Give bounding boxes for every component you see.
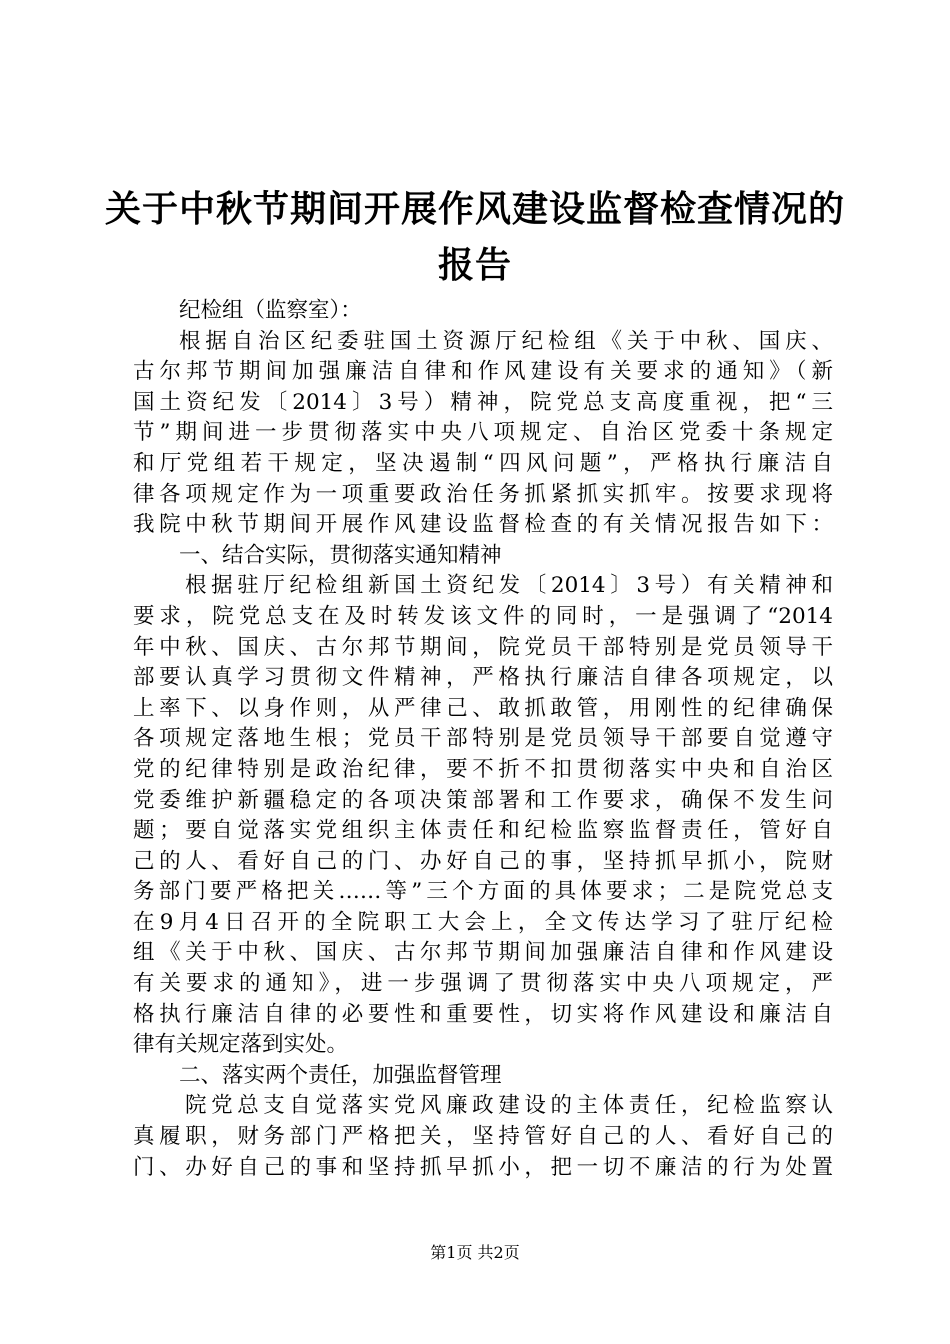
section-heading-2: 二、落实两个责任，加强监督管理: [179, 1062, 502, 1088]
paragraph-line: 国土资纪发〔2014〕3号）精神，院党总支高度重视，把“三: [133, 389, 833, 415]
paragraph-line: 题；要自觉落实党组织主体责任和纪检监察监督责任，管好自: [133, 818, 833, 844]
paragraph-line: 根据驻厅纪检组新国土资纪发〔2014〕3号）有关精神和: [185, 573, 833, 599]
document-body: [133, 296, 833, 1183]
document-title-line-1: 关于中秋节期间开展作风建设监督检查情况的: [104, 189, 845, 230]
salutation: 纪检组（监察室）：: [179, 298, 362, 323]
paragraph-line: 组《关于中秋、国庆、古尔邦节期间加强廉洁自律和作风建设: [133, 940, 833, 966]
paragraph-line: 年中秋、国庆、古尔邦节期间，院党员干部特别是党员领导干: [133, 634, 833, 660]
paragraph-line: 门、办好自己的事和坚持抓早抓小，把一切不廉洁的行为处置: [133, 1154, 833, 1180]
section-heading-1: 一、结合实际，贯彻落实通知精神: [179, 542, 502, 568]
paragraph-line: 院党总支自觉落实党风廉政建设的主体责任，纪检监察认: [185, 1093, 833, 1119]
paragraph-line: 己的人、看好自己的门、办好自己的事，坚持抓早抓小，院财: [133, 848, 833, 874]
paragraph-line: 党的纪律特别是政治纪律，要不折不扣贯彻落实中央和自治区: [133, 756, 833, 782]
page-number-footer: 第1页 共2页: [430, 1243, 520, 1262]
paragraph-line: 节”期间进一步贯彻落实中央八项规定、自治区党委十条规定: [133, 420, 833, 446]
paragraph-line: 律各项规定作为一项重要政治任务抓紧抓实抓牢。按要求现将: [133, 481, 833, 507]
paragraph-line: 和厅党组若干规定，坚决遏制“四风问题”，严格执行廉洁自: [133, 450, 833, 476]
paragraph-line: 有关要求的通知》，进一步强调了贯彻落实中央八项规定，严: [133, 971, 833, 997]
paragraph-line: 律有关规定落到实处。: [133, 1032, 349, 1058]
paragraph-line: 上率下、以身作则，从严律己、敢抓敢管，用刚性的纪律确保: [133, 695, 833, 721]
paragraph-line: 要求，院党总支在及时转发该文件的同时，一是强调了“2014: [133, 603, 833, 629]
paragraph-line: 部要认真学习贯彻文件精神，严格执行廉洁自律各项规定，以: [133, 665, 833, 691]
paragraph-line: 在9月4日召开的全院职工大会上，全文传达学习了驻厅纪检: [133, 909, 833, 935]
paragraph-line: 格执行廉洁自律的必要性和重要性，切实将作风建设和廉洁自: [133, 1001, 833, 1027]
paragraph-line: 根据自治区纪委驻国土资源厅纪检组《关于中秋、国庆、: [179, 328, 833, 354]
document-title-line-2: 报告: [437, 245, 512, 286]
paragraph-line: 古尔邦节期间加强廉洁自律和作风建设有关要求的通知》（新: [133, 359, 833, 385]
paragraph-line: 真履职，财务部门严格把关，坚持管好自己的人、看好自己的: [133, 1124, 833, 1150]
paragraph-line: 党委维护新疆稳定的各项决策部署和工作要求，确保不发生问: [133, 787, 833, 813]
paragraph-line: 我院中秋节期间开展作风建设监督检查的有关情况报告如下：: [133, 512, 833, 538]
paragraph-line: 各项规定落地生根；党员干部特别是党员领导干部要自觉遵守: [133, 726, 833, 752]
paragraph-line: 务部门要严格把关……等”三个方面的具体要求；二是院党总支: [133, 879, 833, 905]
